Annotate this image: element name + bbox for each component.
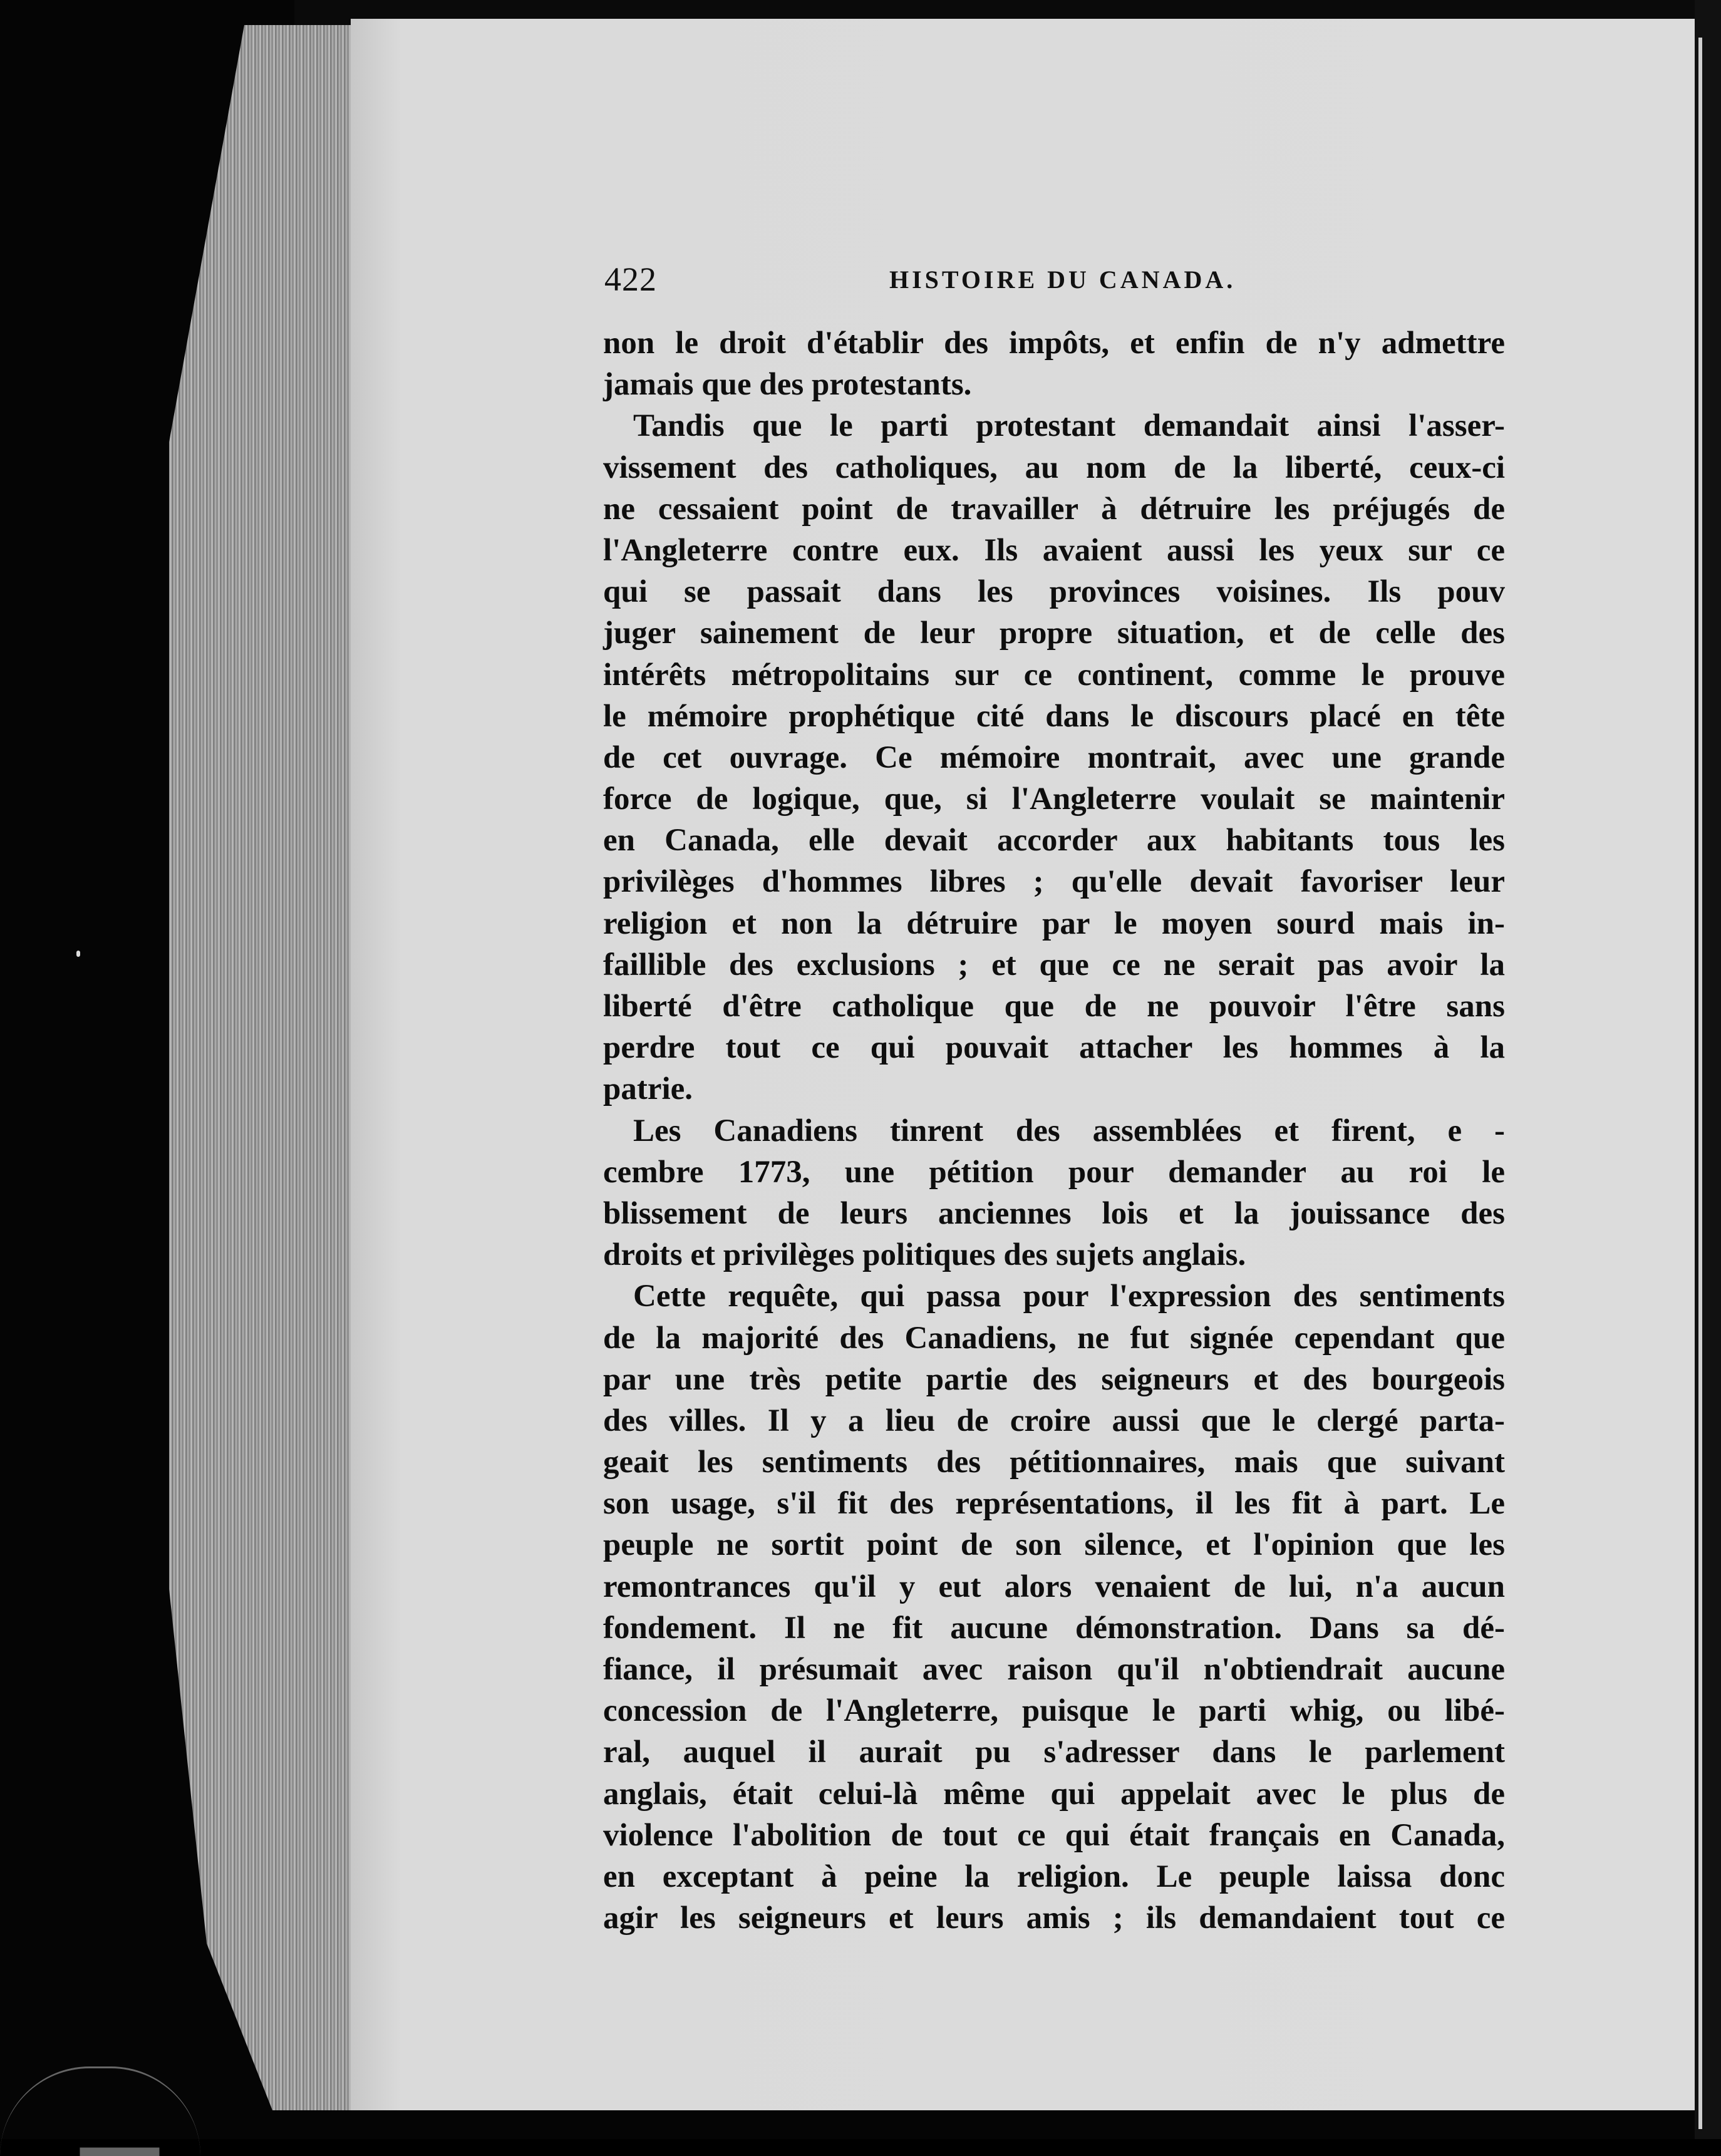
text-line: violence l'abolition de tout ce qui était français en Canada,	[603, 1817, 1505, 1853]
text-line: son usage, s'il fit des représentations, il les fit à part. Le	[603, 1486, 1505, 1522]
page-edges	[169, 25, 357, 2110]
text-line: patrie.	[603, 1071, 693, 1107]
text-line: perdre tout ce qui pouvait attacher les hommes à la	[603, 1030, 1505, 1066]
text-line: en exceptant à peine la religion. Le peuple laissa donc	[603, 1859, 1505, 1894]
text-line: cembre 1773, une pétition pour demander au roi le	[603, 1154, 1505, 1190]
text-line: en Canada, elle devait accorder aux habitants tous les	[603, 823, 1505, 859]
text-line: faillible des exclusions ; et que ce ne serait pas avoir la	[603, 947, 1505, 983]
next-page-edge-line	[1698, 38, 1702, 2129]
text-line: anglais, était celui-là même qui appelait avec le plus de	[603, 1776, 1505, 1812]
text-line: non le droit d'établir des impôts, et enfin de n'y admettre	[603, 326, 1505, 361]
text-line: droits et privilèges politiques des sujets anglais.	[603, 1237, 1246, 1273]
text-line: Cette requête, qui passa pour l'expression des sentiments	[633, 1279, 1505, 1314]
text-line: agir les seigneurs et leurs amis ; ils demandaient tout ce	[603, 1901, 1505, 1936]
text-line: blissement de leurs anciennes lois et la jouissance des	[603, 1195, 1505, 1231]
body-text	[603, 322, 1505, 1939]
text-line: de la majorité des Canadiens, ne fut signée cependant que	[603, 1320, 1505, 1356]
text-line: qui se passait dans les provinces voisines. Ils pouv	[603, 574, 1505, 610]
text-line: l'Angleterre contre eux. Ils avaient aussi les yeux sur ce	[603, 532, 1505, 568]
page-number: 422	[604, 260, 657, 298]
text-line: remontrances qu'il y eut alors venaient de lui, n'a aucun	[603, 1569, 1505, 1604]
running-title: HISTOIRE DU CANADA.	[889, 266, 1236, 294]
text-line: Les Canadiens tinrent des assemblées et firent, e -	[633, 1113, 1505, 1148]
text-line: concession de l'Angleterre, puisque le parti whig, ou libé-	[603, 1693, 1505, 1729]
text-line: Tandis que le parti protestant demandait ainsi l'asser-	[633, 408, 1505, 444]
scan-speck	[76, 951, 80, 957]
text-line: fondement. Il ne fit aucune démonstration. Dans sa dé-	[603, 1610, 1505, 1646]
text-line: ne cessaient point de travailler à détruire les préjugés de	[603, 491, 1505, 527]
text-line: le mémoire prophétique cité dans le discours placé en tête	[603, 698, 1505, 734]
text-line: ral, auquel il aurait pu s'adresser dans le parlement	[603, 1735, 1505, 1770]
text-line: fiance, il présumait avec raison qu'il n'obtiendrait aucune	[603, 1652, 1505, 1687]
text-line: vissement des catholiques, au nom de la liberté, ceux-ci	[603, 450, 1505, 485]
text-line: par une très petite partie des seigneurs et des bourgeois	[603, 1361, 1505, 1397]
text-line: liberté d'être catholique que de ne pouvoir l'être sans	[603, 989, 1505, 1024]
text-line: force de logique, que, si l'Angleterre voulait se maintenir	[603, 781, 1505, 817]
text-line: de cet ouvrage. Ce mémoire montrait, avec une grande	[603, 740, 1505, 775]
text-line: peuple ne sortit point de son silence, et l'opinion que les	[603, 1527, 1505, 1563]
text-line: juger sainement de leur propre situation, et de celle des	[603, 616, 1505, 651]
text-line: des villes. Il y a lieu de croire aussi que le clergé parta-	[603, 1403, 1505, 1438]
text-line: privilèges d'hommes libres ; qu'elle devait favoriser leur	[603, 864, 1505, 900]
text-line: geait les sentiments des pétitionnaires, mais que suivant	[603, 1445, 1505, 1480]
text-line: jamais que des protestants.	[603, 367, 972, 403]
text-line: religion et non la détruire par le moyen sourd mais in-	[603, 905, 1505, 941]
text-line: intérêts métropolitains sur ce continent, comme le prouve	[603, 657, 1505, 693]
